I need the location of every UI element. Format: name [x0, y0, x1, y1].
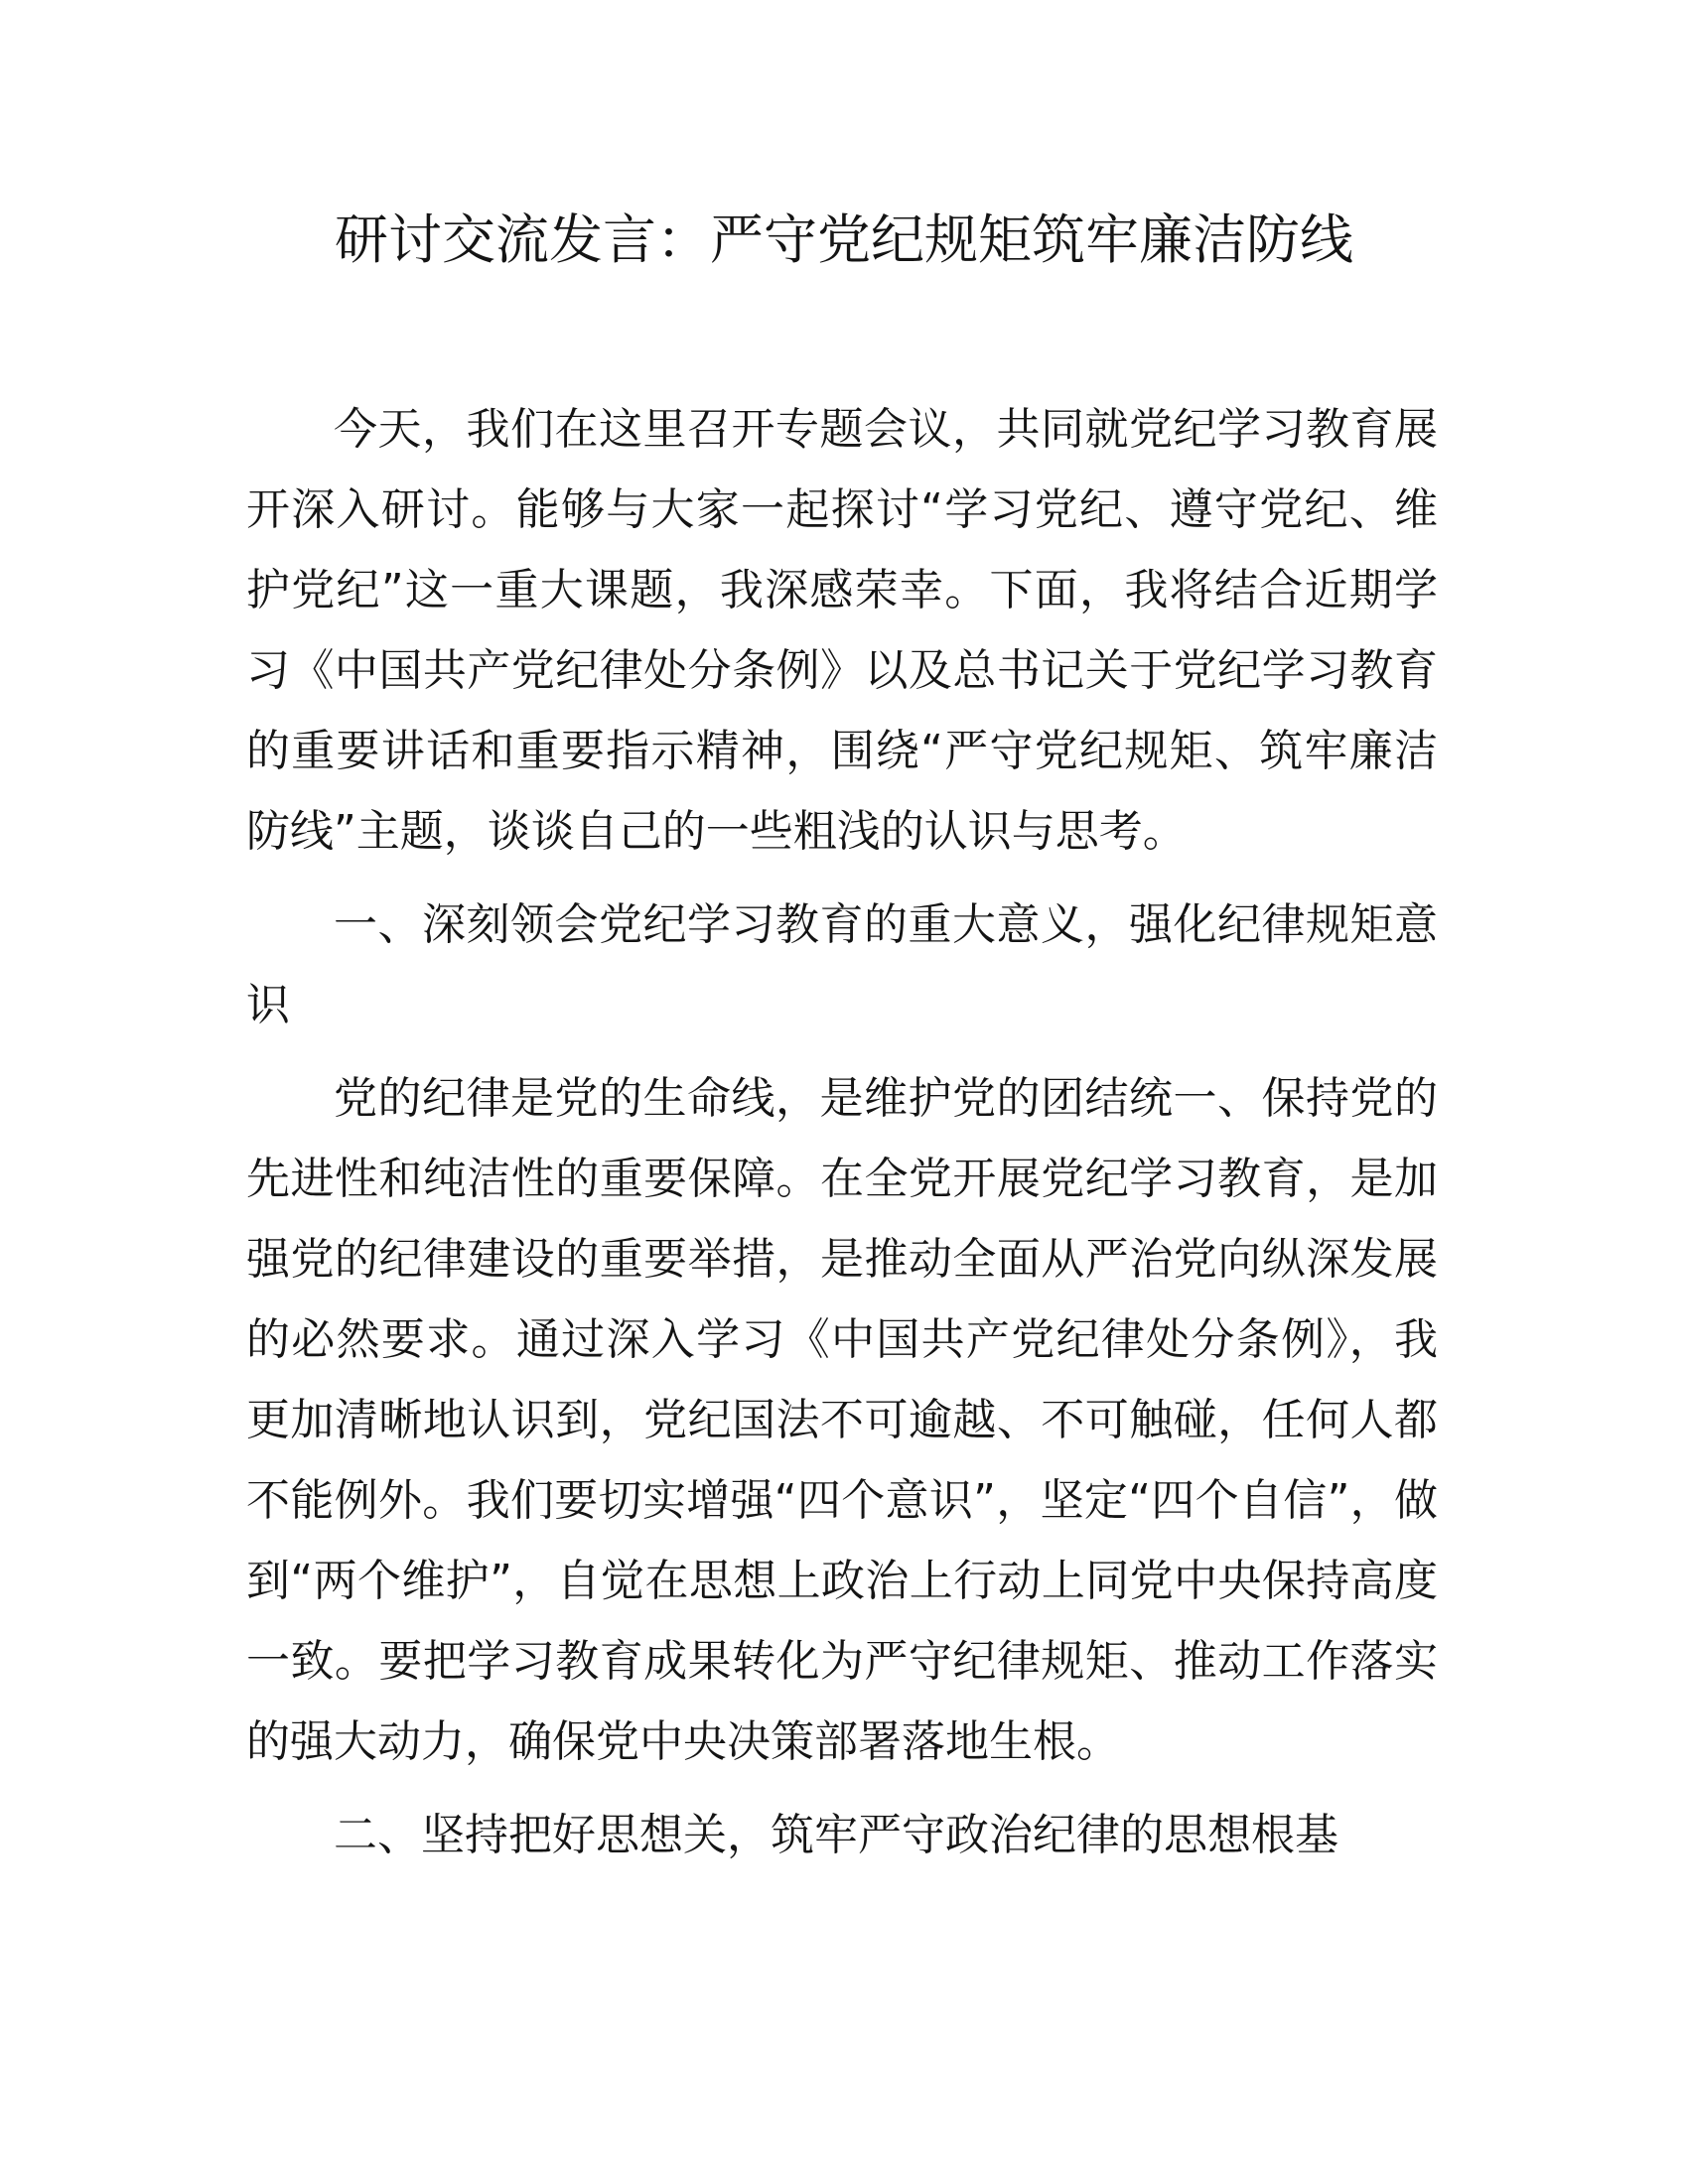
- section-heading-1: 一、深刻领会党纪学习教育的重大意义，强化纪律规矩意识: [246, 899, 1438, 1030]
- document-body: [246, 389, 1438, 1875]
- intro-paragraph: 今天，我们在这里召开专题会议，共同就党纪学习教育展开深入研讨。能够与大家一起探讨“学习党纪、遵守党纪、维护党纪”这一重大课题，我深感荣幸。下面，我将结合近期学习《中国共产党纪律处分条例》以及总书记关于党纪学习教育的重要讲话和重要指示精神，围绕“严守党纪规矩、筑牢廉洁防线”主题，谈谈自己的一些粗浅的认识与思考。: [246, 404, 1438, 857]
- section-1-paragraph: 党的纪律是党的生命线，是维护党的团结统一、保持党的先进性和纯洁性的重要保障。在全党开展党纪学习教育，是加强党的纪律建设的重要举措，是推动全面从严治党向纵深发展的必然要求。通过深入学习《中国共产党纪律处分条例》，我更加清晰地认识到，党纪国法不可逾越、不可触碰，任何人都不能例外。我们要切实增强“四个意识”，坚定“四个自信”，做到“两个维护”，自觉在思想上政治上行动上同党中央保持高度一致。要把学习教育成果转化为严守纪律规矩、推动工作落实的强大动力，确保党中央决策部署落地生根。: [246, 1073, 1438, 1767]
- section-heading-2: 二、坚持把好思想关，筑牢严守政治纪律的思想根基: [334, 1810, 1338, 1860]
- document-title: 研讨交流发言：严守党纪规矩筑牢廉洁防线: [335, 208, 1353, 271]
